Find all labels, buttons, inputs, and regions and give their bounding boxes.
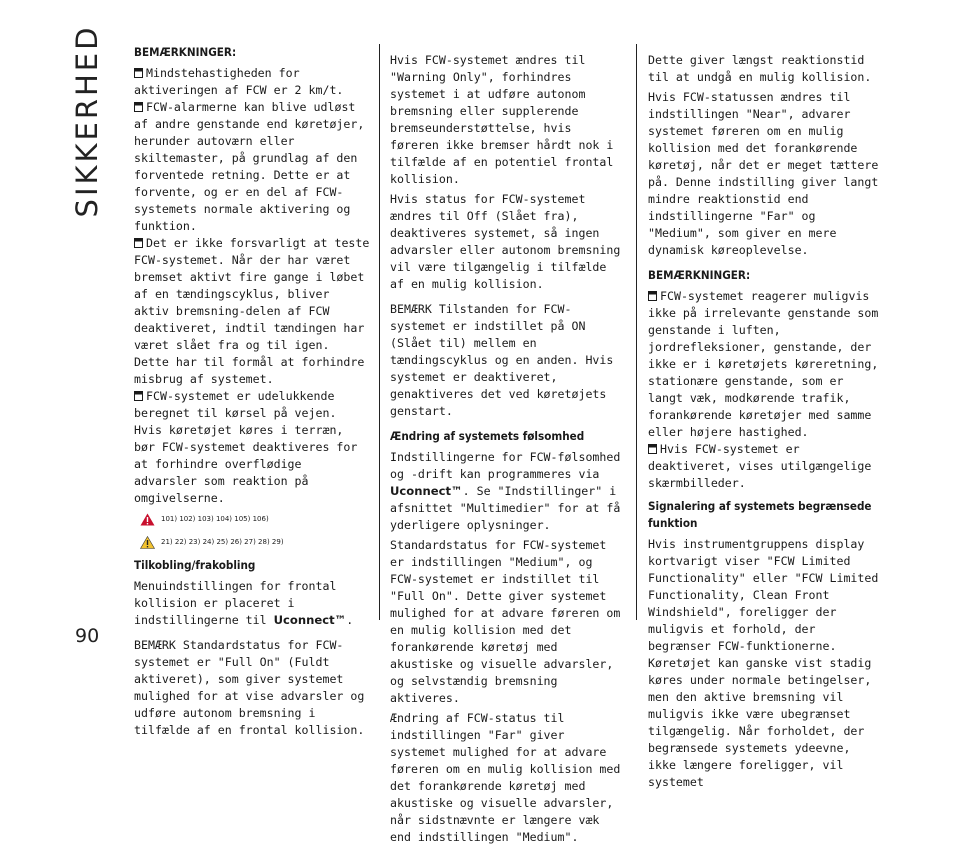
note-bullet-icon — [648, 444, 657, 454]
note-bullet-icon — [134, 238, 143, 248]
paragraph: Hvis FCW-systemet ændres til "Warning Only", forhindres systemet i at udføre autonom bremsning eller supplerende bremseunderstøttelse, hvis føreren ikke bremser hårdt nok i tilfælde af en potentiel frontal kollision. — [390, 53, 614, 186]
column-1 — [134, 44, 370, 747]
paragraph: Hvis status for FCW-systemet ændres til Off (Slået fra), deaktiveres systemet, så ingen advarsler eller autonom bremsning vil være tilgængelig i tilfælde af en mulig kollision. — [390, 192, 621, 291]
paragraph: Dette giver længst reaktionstid til at undgå en mulig kollision. — [648, 53, 872, 84]
paragraph: Hvis instrumentgruppens display kortvarigt viser "FCW Limited Functionality" eller "FCW Limited Functionality, Clean Front Windshield", foreligger der muligvis et forhold, der begrænser FCW-funktionerne. Køretøjet kan ganske vist stadig køres under normale betingelser, men den aktive bremsning vil muligvis ikke være ubegrænset tilgængelig. Når forholdet, der begrænsede systemets ydeevne, ikke længere foreligger, vil systemet — [648, 537, 879, 789]
note-bullet-icon — [134, 68, 143, 78]
limited-function-heading: Signalering af systemets begrænsede funktion — [648, 499, 872, 530]
note-item: FCW-systemet reagerer muligvis ikke på irrelevante genstande som genstande i luften, jordrefleksioner, genstande, der ikke er i køretøjets køreretning, stationære genstande, som er langt væk, modkørende trafik, forankørende køretøjer med samme eller højere hastighed. — [648, 289, 879, 439]
paragraph: BEMÆRK Tilstanden for FCW-systemet er indstillet på ON (Slået til) mellem en tændingscyklus og en anden. Hvis systemet er deaktiveret, genaktiveres det ved køretøjets genstart. — [390, 302, 614, 418]
caution-refs: 21) 22) 23) 24) 25) 26) 27) 28) 29) — [140, 534, 370, 551]
column-divider — [379, 44, 380, 620]
column-3 — [648, 52, 884, 799]
note-item: Hvis FCW-systemet er deaktiveret, vises utilgængelige skærmbilleder. — [648, 442, 872, 490]
note-bullet-icon — [648, 291, 657, 301]
caution-triangle-icon — [140, 536, 155, 549]
paragraph: Indstillingerne for FCW-følsomhed og -drift kan programmeres via Uconnect™. Se "Indstillinger" i afsnittet "Multimedier" for at få yderligere oplysninger. — [390, 450, 621, 532]
notes-heading: BEMÆRKNINGER: — [648, 268, 751, 282]
paragraph: Hvis FCW-statussen ændres til indstillingen "Near", advarer systemet føreren om en mulig kollision med det forankørende køretøj, når det er meget tættere på. Denne indstilling giver langt mindre reaktionstid end indstillingerne "Far" og "Medium", som giver en mere dynamisk køreoplevelse. — [648, 90, 879, 257]
warning-triangle-icon — [140, 513, 155, 526]
section-title-text: SIKKERHED — [70, 24, 104, 218]
note-bullet-icon — [134, 391, 143, 401]
section-title — [62, 24, 112, 218]
note-default-paragraph: BEMÆRK Standardstatus for FCW-systemet er "Full On" (Fuldt aktiveret), som giver systemet mulighed for at vise advarsler og udføre autonom bremsning i tilfælde af en frontal kollision. — [134, 638, 365, 737]
sensitivity-heading: Ændring af systemets følsomhed — [390, 429, 585, 443]
note-item: FCW-alarmerne kan blive udløst af andre genstande end køretøjer, herunder autoværn eller skiltemaster, på grundlag af den forventede retning. Dette er at forvente, og er en del af FCW-systemets normale aktivering og funktion. — [134, 100, 365, 233]
page-number: 90 — [75, 625, 100, 647]
paragraph: Standardstatus for FCW-systemet er indstillingen "Medium", og FCW-systemet er indstillet til "Full On". Dette giver systemet mulighed for at advare føreren om en mulig kollision med det forankørende køretøj med akustiske og visuelle advarsler, og selvstændig bremsning aktiveres. — [390, 538, 621, 705]
note-bullet-icon — [134, 102, 143, 112]
onoff-paragraph: Menuindstillingen for frontal kollision er placeret i indstillingerne til Uconnect™. — [134, 579, 354, 627]
warning-refs: 101) 102) 103) 104) 105) 106) — [140, 511, 370, 528]
column-divider — [636, 44, 637, 620]
onoff-heading: Tilkobling/frakobling — [134, 558, 256, 572]
notes-heading: BEMÆRKNINGER: — [134, 45, 237, 59]
note-item: Mindstehastigheden for aktiveringen af FCW er 2 km/t. — [134, 66, 344, 97]
paragraph: Ændring af FCW-status til indstillingen "Far" giver systemet mulighed for at advare føreren om en mulig kollision med det forankørende køretøj med akustiske og visuelle advarsler, når sidstnævnte er længere væk end indstillingen "Medium". — [390, 711, 621, 844]
note-item: FCW-systemet er udelukkende beregnet til kørsel på vejen. Hvis køretøjet køres i terræn, bør FCW-systemet deaktiveres for at forhindre overflødige advarsler som reaktion på omgivelserne. — [134, 389, 358, 505]
note-item: Det er ikke forsvarligt at teste FCW-systemet. Når der har været bremset aktivt fire gange i løbet af en tændingscyklus, bliver aktiv bremsning-delen af FCW deaktiveret, indtil tændingen har været slået fra og til igen. Dette har til formål at forhindre misbrug af systemet. — [134, 236, 370, 386]
column-2 — [390, 52, 626, 846]
